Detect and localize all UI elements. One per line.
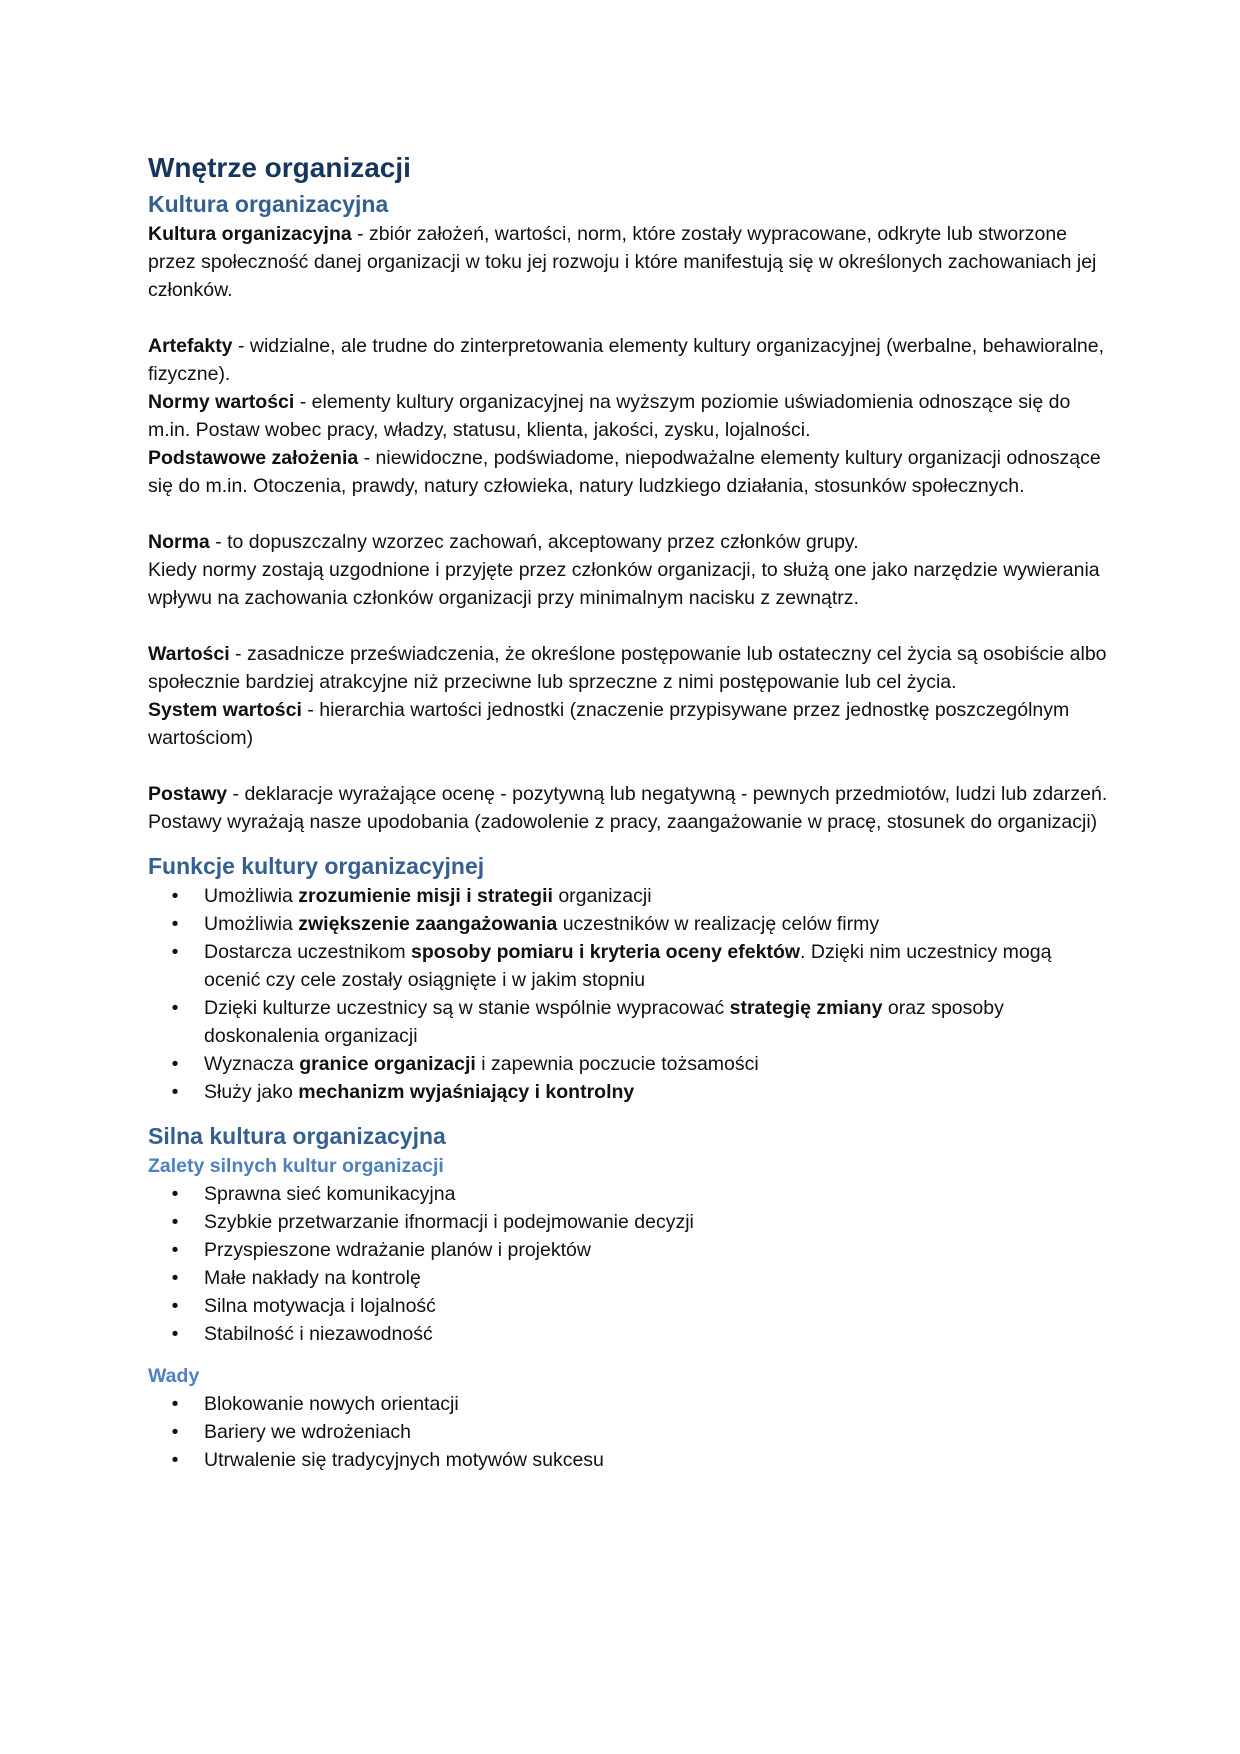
funkcje-list <box>148 882 1108 1106</box>
bullet-icon: • <box>171 1239 179 1261</box>
wady-list <box>148 1390 1108 1474</box>
list-item: • Umożliwia zrozumienie misji i strategii organizacji <box>148 882 1108 910</box>
subheading-zalety: Zalety silnych kultur organizacji <box>148 1155 444 1177</box>
zalety-list <box>148 1180 1108 1348</box>
definition-normy-wartosci <box>148 388 1108 444</box>
list-item: • Służy jako mechanizm wyjaśniający i kontrolny <box>148 1078 1108 1106</box>
term: Artefakty <box>148 335 233 357</box>
bullet-icon: • <box>171 1323 179 1345</box>
list-item: • Przyspieszone wdrażanie planów i projektów <box>148 1236 1108 1264</box>
definition-system-wartosci <box>148 696 1108 752</box>
bullet-icon: • <box>171 1267 179 1289</box>
bullet-icon: • <box>171 1393 179 1415</box>
definition-text: - niewidoczne, podświadome, niepodważalne elementy kultury organizacji odnoszące się do m.in. Otoczenia, prawdy, natury człowieka, natury ludzkiego działania, stosunków społecznych. <box>148 447 1101 497</box>
list-item: • Stabilność i niezawodność <box>148 1320 1108 1348</box>
list-item: • Blokowanie nowych orientacji <box>148 1390 1108 1418</box>
bullet-icon: • <box>171 1053 179 1075</box>
bullet-icon: • <box>171 1183 179 1205</box>
term: Normy wartości <box>148 391 295 413</box>
definition-postawy <box>148 780 1108 836</box>
term: Kultura organizacyjna <box>148 223 352 245</box>
definition-text: - elementy kultury organizacyjnej na wyższym poziomie uświadomienia odnoszące się do m.in. Postaw wobec pracy, władzy, statusu, klienta, jakości, zysku, lojalności. <box>148 391 1071 441</box>
bullet-icon: • <box>171 941 179 963</box>
definition-norma <box>148 528 1108 556</box>
term: Podstawowe założenia <box>148 447 359 469</box>
heading-silna-kultura: Silna kultura organizacyjna <box>148 1123 446 1149</box>
heading-kultura-organizacyjna: Kultura organizacyjna <box>148 191 389 217</box>
definition-text: - zbiór założeń, wartości, norm, które zostały wypracowane, odkryte lub stworzone przez społeczność danej organizacji w toku jej rozwoju i które manifestują się w określonych zachowaniach jej członków. <box>148 223 1097 301</box>
bullet-icon: • <box>171 1081 179 1103</box>
definition-text: - zasadnicze przeświadczenia, że określone postępowanie lub ostateczny cel życia są osobiście albo społecznie bardziej atrakcyjne niż przeciwne lub sprzeczne z nimi postępowanie lub cel życia. <box>148 643 1107 693</box>
document-page <box>148 148 1108 1474</box>
term: System wartości <box>148 699 302 721</box>
list-item: • Umożliwia zwiększenie zaangażowania uczestników w realizację celów firmy <box>148 910 1108 938</box>
list-item: • Utrwalenie się tradycyjnych motywów sukcesu <box>148 1446 1108 1474</box>
list-item: • Wyznacza granice organizacji i zapewnia poczucie tożsamości <box>148 1050 1108 1078</box>
definition-podstawowe-zalozenia <box>148 444 1108 500</box>
list-item: • Dzięki kulturze uczestnicy są w stanie wspólnie wypracować strategię zmiany oraz sposoby doskonalenia organizacji <box>148 994 1108 1050</box>
document-title: Wnętrze organizacji <box>148 152 411 183</box>
list-item: • Sprawna sieć komunikacyjna <box>148 1180 1108 1208</box>
bullet-icon: • <box>171 1295 179 1317</box>
bullet-icon: • <box>171 885 179 907</box>
definition-text: - deklaracje wyrażające ocenę - pozytywną lub negatywną - pewnych przedmiotów, ludzi lub zdarzeń. Postawy wyrażają nasze upodobania (zadowolenie z pracy, zaangażowanie w pracę, stosunek do organizacji) <box>148 783 1108 833</box>
norma-extra: Kiedy normy zostają uzgodnione i przyjęte przez członków organizacji, to służą one jako narzędzie wywierania wpływu na zachowania członków organizacji przy minimalnym nacisku z zewnątrz. <box>148 559 1100 609</box>
term: Norma <box>148 531 210 553</box>
bullet-icon: • <box>171 1449 179 1471</box>
heading-funkcje-kultury: Funkcje kultury organizacyjnej <box>148 853 485 879</box>
bullet-icon: • <box>171 997 179 1019</box>
definition-wartosci <box>148 640 1108 696</box>
bullet-icon: • <box>171 1211 179 1233</box>
definition-kultura <box>148 220 1108 304</box>
definition-text: - to dopuszczalny wzorzec zachowań, akceptowany przez członków grupy. <box>209 531 859 553</box>
list-item: • Małe nakłady na kontrolę <box>148 1264 1108 1292</box>
bullet-icon: • <box>171 913 179 935</box>
list-item: • Bariery we wdrożeniach <box>148 1418 1108 1446</box>
definition-artefakty <box>148 332 1108 388</box>
term: Postawy <box>148 783 228 805</box>
definition-text: - widzialne, ale trudne do zinterpretowania elementy kultury organizacyjnej (werbalne, behawioralne, fizyczne). <box>148 335 1105 385</box>
definition-text: - hierarchia wartości jednostki (znaczenie przypisywane przez jednostkę poszczególnym wartościom) <box>148 699 1070 749</box>
list-item: • Silna motywacja i lojalność <box>148 1292 1108 1320</box>
subheading-wady: Wady <box>148 1365 200 1387</box>
list-item: • Szybkie przetwarzanie ifnormacji i podejmowanie decyzji <box>148 1208 1108 1236</box>
bullet-icon: • <box>171 1421 179 1443</box>
list-item: • Dostarcza uczestnikom sposoby pomiaru i kryteria oceny efektów. Dzięki nim uczestnicy mogą ocenić czy cele zostały osiągnięte i w jakim stopniu <box>148 938 1108 994</box>
term: Wartości <box>148 643 230 665</box>
